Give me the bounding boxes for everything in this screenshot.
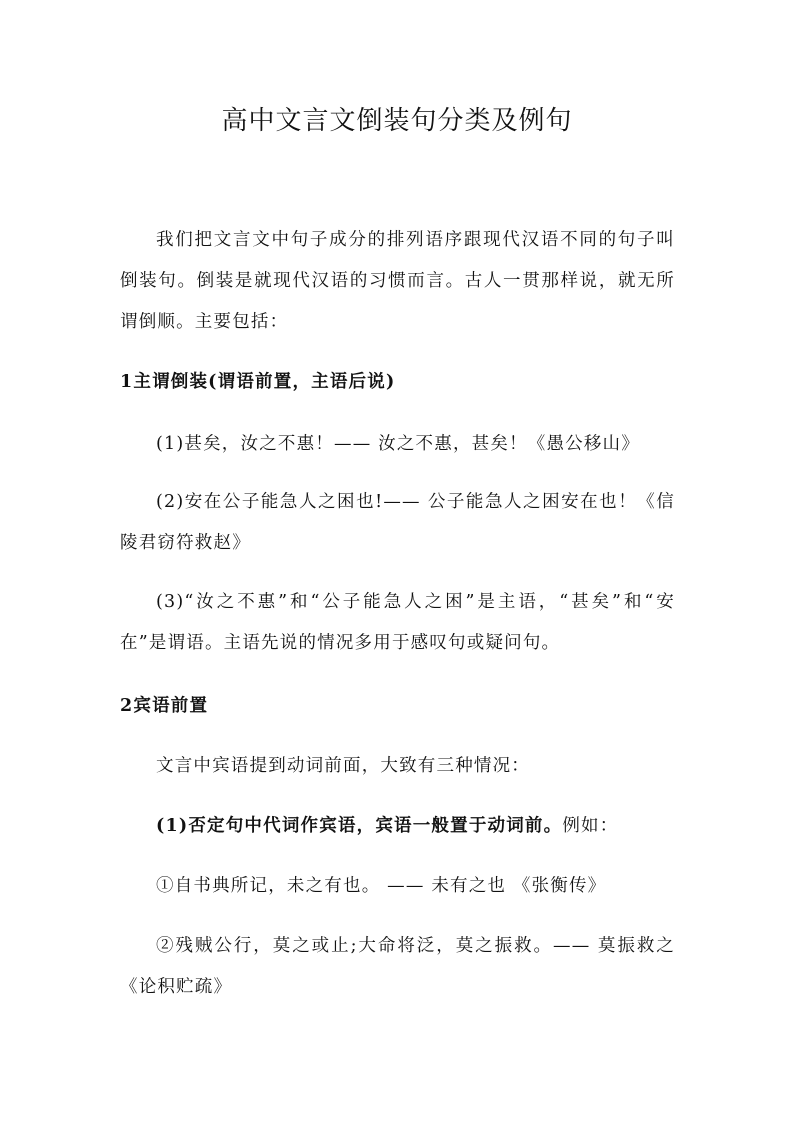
rule-1-bold-text: (1)否定句中代词作宾语，宾语一般置于动词前。 (156, 816, 563, 836)
rule-1-tail-text: 例如： (562, 816, 619, 836)
rule-1-paragraph (120, 806, 675, 847)
page-title: 高中文言文倒装句分类及例句 (221, 106, 573, 136)
explanation-paragraph: (3)“汝之不惠”和“公子能急人之困”是主语，“甚矣”和“安在”是谓语。主语先说的情况多用于感叹句或疑问句。 (120, 592, 675, 653)
intro-paragraph: 我们把文言文中句子成分的排列语序跟现代汉语不同的句子叫倒装句。倒装是就现代汉语的习惯而言。古人一贯那样说，就无所谓倒顺。主要包括： (120, 230, 675, 332)
section-heading-subject-predicate-inversion: 1主谓倒装(谓语前置，主语后说) (120, 372, 396, 392)
rule-1-example-1: ①自书典所记，未之有也。 —— 未有之也 《张衡传》 (156, 876, 607, 896)
rule-1-example-2: ②残贼公行，莫之或止;大命将泛，莫之振救。—— 莫振救之《论积贮疏》 (120, 936, 675, 997)
object-preposing-intro: 文言中宾语提到动词前面，大致有三种情况： (156, 756, 530, 776)
example-2-paragraph: (2)安在公子能急人之困也!—— 公子能急人之困安在也！《信陵君窃符救赵》 (120, 492, 675, 553)
example-1-paragraph: (1)甚矣，汝之不惠！—— 汝之不惠，甚矣！《愚公移山》 (156, 434, 640, 454)
section-heading-object-preposing: 2宾语前置 (120, 696, 209, 716)
